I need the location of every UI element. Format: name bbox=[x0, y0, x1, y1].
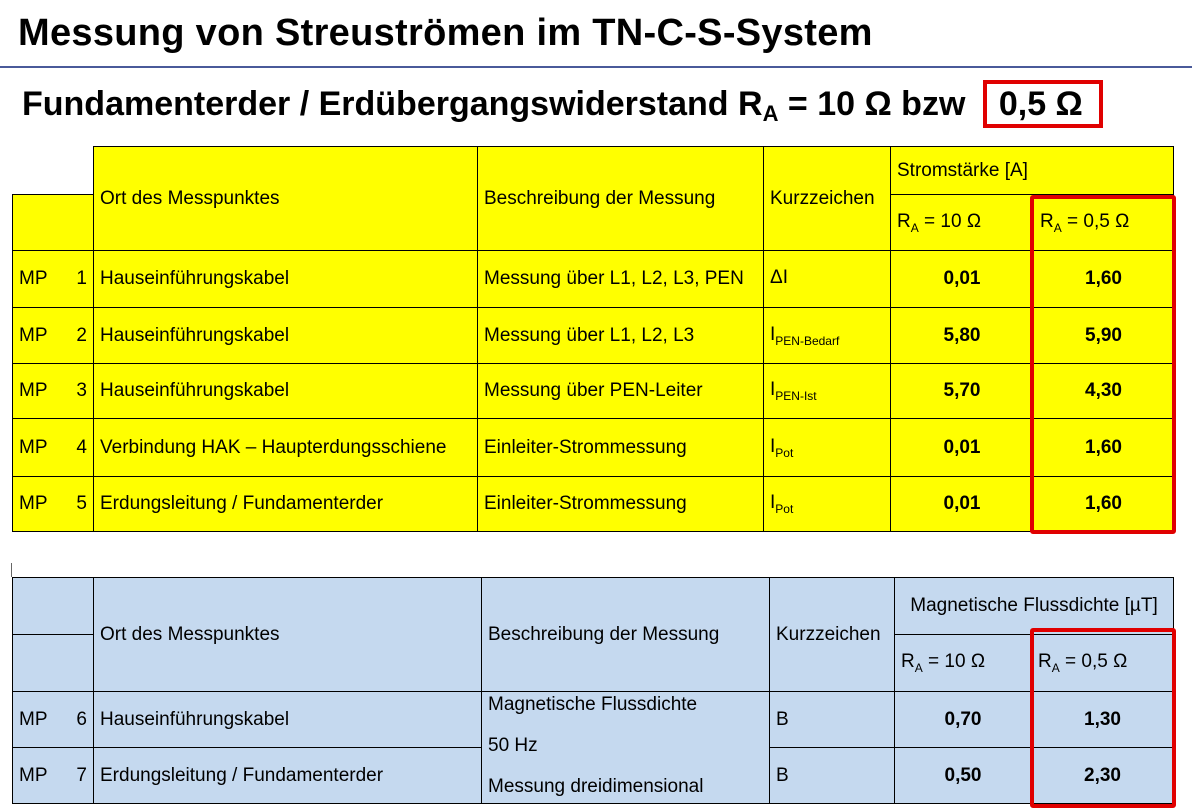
description-cell: Einleiter-Strommessung bbox=[478, 419, 764, 477]
description-line: Messung dreidimensional bbox=[488, 776, 704, 797]
mp-label: MP 3 bbox=[13, 364, 94, 419]
subtitle-highlight-box: 0,5 Ω bbox=[983, 80, 1103, 128]
value-ra-10: 5,70 bbox=[891, 364, 1034, 419]
table-row bbox=[13, 419, 1174, 477]
symbol-cell: $I_{Pot}$ bbox=[764, 477, 891, 532]
value-ra-10: 5,80 bbox=[891, 308, 1034, 364]
header-description: Beschreibung der Messung bbox=[482, 578, 770, 692]
value-ra-10: 0,50 bbox=[895, 748, 1032, 804]
symbol-cell: $I_{Pot}$ bbox=[764, 419, 891, 477]
value-ra-10: 0,01 bbox=[891, 477, 1034, 532]
value-ra-05: 1,60 bbox=[1034, 251, 1174, 308]
header-group-flux: Magnetische Flussdichte [µT] bbox=[895, 578, 1174, 635]
header-ra-10: $R_A = 10$ Ω bbox=[895, 635, 1032, 692]
mp-label: MP 4 bbox=[13, 419, 94, 477]
mp-label: MP 5 bbox=[13, 477, 94, 532]
description-line: Magnetische Flussdichte bbox=[488, 694, 698, 715]
location-cell: Hauseinführungskabel bbox=[94, 251, 478, 308]
value-ra-05: 1,60 bbox=[1034, 419, 1174, 477]
header-mp-cell bbox=[13, 195, 94, 251]
value-ra-10: 0,01 bbox=[891, 419, 1034, 477]
mp-label: MP 6 bbox=[13, 692, 94, 748]
subtitle-rest: = 10 Ω bzw bbox=[778, 85, 966, 123]
symbol-cell: ΔI bbox=[764, 251, 891, 308]
symbol-cell: B bbox=[770, 692, 895, 748]
header-description: Beschreibung der Messung bbox=[478, 147, 764, 251]
symbol-cell: $I_{PEN-Bedarf}$ bbox=[764, 308, 891, 364]
mp-label: MP 2 bbox=[13, 308, 94, 364]
symbol-cell: $I_{PEN-Ist}$ bbox=[764, 364, 891, 419]
location-cell: Erdungsleitung / Fundamenterder bbox=[94, 748, 482, 804]
mp-label: MP 7 bbox=[13, 748, 94, 804]
header-ra-10: $R_A = 10$ Ω bbox=[891, 195, 1034, 251]
value-ra-10: 0,70 bbox=[895, 692, 1032, 748]
value-ra-10: 0,01 bbox=[891, 251, 1034, 308]
table-row bbox=[13, 692, 1174, 748]
highlight-box-flux bbox=[1030, 628, 1176, 808]
subtitle-text: Fundamenterder / Erdübergangswiderstand R bbox=[22, 85, 763, 123]
location-cell: Erdungsleitung / Fundamenterder bbox=[94, 477, 478, 532]
table-row bbox=[13, 251, 1174, 308]
description-cell: Messung über L1, L2, L3 bbox=[478, 308, 764, 364]
description-line: 50 Hz bbox=[488, 735, 538, 756]
header-location: Ort des Messpunktes bbox=[94, 147, 478, 251]
header-blank-cell bbox=[13, 147, 94, 195]
text-cursor bbox=[11, 563, 12, 577]
description-cell: Messung über L1, L2, L3, PEN bbox=[478, 251, 764, 308]
value-ra-05: 4,30 bbox=[1034, 364, 1174, 419]
value-ra-05: 1,30 bbox=[1032, 692, 1174, 748]
table-row bbox=[13, 477, 1174, 532]
header-ra-05: $R_A = 0,5$ Ω bbox=[1034, 195, 1174, 251]
location-cell: Hauseinführungskabel bbox=[94, 308, 478, 364]
header-symbol: Kurzzeichen bbox=[764, 147, 891, 251]
header-group-current: Stromstärke [A] bbox=[891, 147, 1174, 195]
subtitle bbox=[22, 80, 1103, 128]
description-cell bbox=[482, 692, 770, 804]
location-cell: Verbindung HAK – Haupterdungsschiene bbox=[94, 419, 478, 477]
location-cell: Hauseinführungskabel bbox=[94, 364, 478, 419]
value-ra-05: 2,30 bbox=[1032, 748, 1174, 804]
page-title: Messung von Streuströmen im TN-C-S-System bbox=[18, 12, 873, 54]
description-cell: Messung über PEN-Leiter bbox=[478, 364, 764, 419]
value-ra-05: 5,90 bbox=[1034, 308, 1174, 364]
header-blank-cell bbox=[13, 578, 94, 635]
title-divider bbox=[0, 66, 1192, 68]
table-row bbox=[13, 308, 1174, 364]
magnetic-flux-table bbox=[12, 577, 1174, 804]
description-cell: Einleiter-Strommessung bbox=[478, 477, 764, 532]
table-row bbox=[13, 364, 1174, 419]
header-ra-05: $R_A = 0,5$ Ω bbox=[1032, 635, 1174, 692]
value-ra-05: 1,60 bbox=[1034, 477, 1174, 532]
header-mp-cell bbox=[13, 635, 94, 692]
symbol-cell: B bbox=[770, 748, 895, 804]
subtitle-sub: A bbox=[762, 101, 779, 126]
highlight-box-current bbox=[1030, 195, 1176, 534]
current-measurement-table bbox=[12, 146, 1174, 532]
location-cell: Hauseinführungskabel bbox=[94, 692, 482, 748]
header-symbol: Kurzzeichen bbox=[770, 578, 895, 692]
mp-label: MP 1 bbox=[13, 251, 94, 308]
header-location: Ort des Messpunktes bbox=[94, 578, 482, 692]
